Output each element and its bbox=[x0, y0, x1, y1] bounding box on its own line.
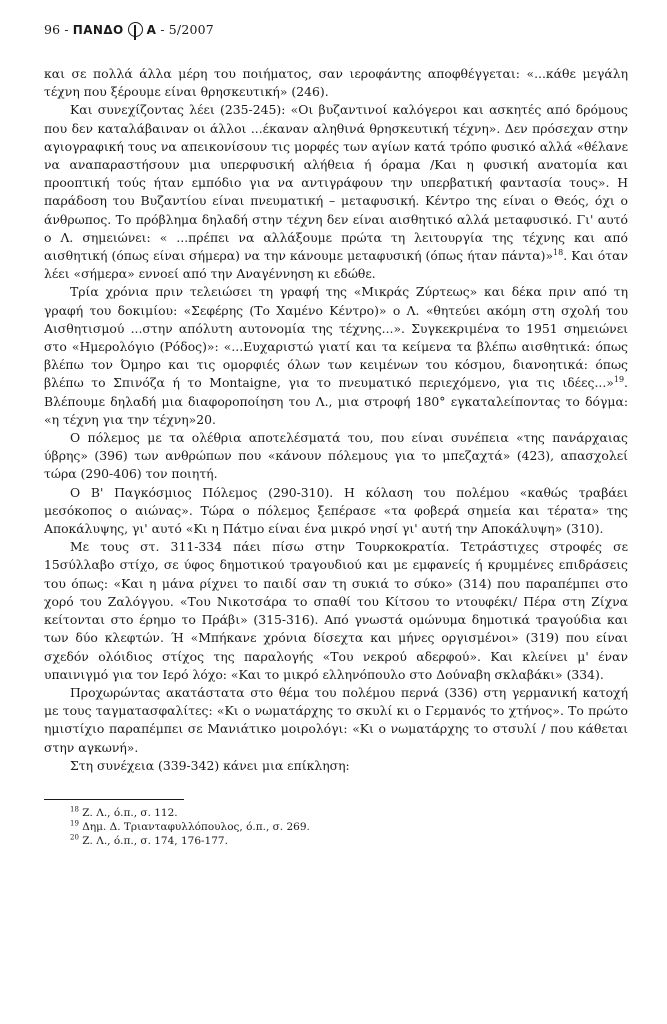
running-header: 96 - ΠΑΝΔΟ Α - 5/2007 bbox=[44, 22, 214, 37]
footnote: $^{19}$ Δημ. Δ. Τριανταφυλλόπουλος, ό.π., σ. 269. bbox=[70, 819, 310, 833]
paragraph: και σε πολλά άλλα μέρη του ποιήματος, σαν ιεροφάντης αποφθέγγεται: «...κάθε μεγάλη τέχνη που ξέρουμε είναι θρησκευτική» (246). bbox=[44, 66, 628, 100]
footnote-ref: 19 bbox=[613, 375, 625, 385]
issue-number: 5/2007 bbox=[168, 22, 214, 37]
magazine-title-start: ΠΑΝΔΟ bbox=[72, 22, 124, 37]
paragraph: Ο Β' Παγκόσμιος Πόλεμος (290-310). Η κόλαση του πολέμου «καθώς τραβάει μεσόκοπος ο αιώνας». Τώρα ο πόλεμος ξεπέρασε «τα φοβερά σημεία και τέρατα» της Αποκάλυψης, γι' αυτό «Κι η Πάτμο είναι ένα μικρό νησί γι' αυτή την Αποκάλυψη» (310). bbox=[44, 484, 628, 537]
paragraph: Και συνεχίζοντας λέει (235-245): «Οι βυζαντινοί καλόγεροι και ασκητές από δρόμους που δεν καταλάβαιναν οι άλλοι ...έκαναν αληθινά θρησκευτική τέχνη». Δεν πρόσεχαν στην αγιογραφική τους να απεικονίσουν τις μορφές των αγίων κατά τρόπο φυσικό αλλά «θέλανε να αναπαραστήσουν μια υπερφυσική αλήθεια ή όραμα /Και η φυσική ανατομία και προοπτική τούς ήταν εμπόδιο για να αντιγράφουν την υπερβατική φαντασία τους». Η παράδοση του Βυζαντίου είναι πνευματική – μεταφυσική. Κέντρο της είναι ο Θεός, όχι ο άνθρωπος. Το πρόβλημα δηλαδή στην τέχνη δεν είναι αισθητικό αλλά μεταφυσικό. Γι' αυτό ο Λ. σημειώνει: « ...πρέπει να αλλάξουμε πρώτα τη λειτουργία της τέχνης και από αισθητική (όπως είναι σήμερα) να την κάνουμε μεταφυσική (όπως ήταν πάντα)»$^{18}$. Και όταν λέει «σήμερα» εννοεί από την Αναγέννηση κι εδώθε. bbox=[44, 102, 629, 282]
paragraph: Με τους στ. 311-334 πάει πίσω στην Τουρκοκρατία. Τετράστιχες στροφές σε 15σύλλαβο στίχο, σε ύφος δημοτικού τραγουδιού και με εμφανείς ή κρυμμένες επιδράσεις του όπως: «Και η μάνα ρίχνει το παιδί σαν τη συκιά το σύκο» (314) που παραπέμπει στο χορό του Ζαλόγγου. «Του Νικοτσάρα το σπαθί του Κίτσου το ντουφέκι/ Πέρα στη Ζίχνα κείτονται στο έρημο το Πράβι» (315-316). Από γνωστά ομώνυμα δημοτικά τραγούδια και των δύο κλεφτών. Ή «Μπήκανε χρόνια δίσεχτα και μήνες οργισμένοι» (319) που είναι σχεδόν ολόιδιος στίχος της παραλογής «Του νεκρού αδερφού». Και κλείνει μ' έναν υπαινιγμό για τον Ιερό λόχο: «Και το μικρό ελληνόπουλο στο Δούναβη σκλαβάκι» (334). bbox=[44, 539, 628, 682]
paragraph: Τρία χρόνια πριν τελειώσει τη γραφή της «Μικράς Ζύρτεως» και δέκα πριν από τη γραφή του δοκιμίου: «Σεφέρης (Το Χαμένο Κέντρο)» ο Λ. «θητεύει ακόμη στη σχολή του Αισθητισμού ...στην απόλυτη αυτονομία της τέχνης...». Συγκεκριμένα το 1951 σημειώνει στο «Ημερολόγιο (Ρόδος)»: «...Ευχαριστώ γιατί και τα κείμενα τα βλέπω αισθητικά: όπως βλέπω τον Όμηρο και τις ομορφιές όλων των κειμένων του κόσμου, διανοητικά: όπως βλέπω το Σπινόζα ή το Montaigne, για το πνευματικό περιεχόμενο, για τις ιδέες...»$^{19}$. Βλέπουμε δηλαδή μια διαφοροποίηση του Λ., μια στροφή 180° εγκαταλείποντας το δόγμα: «η τέχνη για την τέχνη»20. bbox=[44, 284, 628, 427]
paragraph: Ο πόλεμος με τα ολέθρια αποτελέσματά του, που είναι συνέπεια «της πανάρχαιας ύβρης» (396) των ανθρώπων που «κάνουν πόλεμους για το μπεζαχτά» (423), απασχολεί τώρα (290-406) τον ποιητή. bbox=[44, 430, 628, 482]
footnote: $^{20}$ Ζ. Λ., ό.π., σ. 174, 176-177. bbox=[70, 833, 228, 847]
magazine-title-end: Α bbox=[146, 22, 157, 37]
pandora-logo-icon bbox=[128, 22, 143, 37]
paragraph: Προχωρώντας ακατάστατα στο θέμα του πολέμου περνά (336) στη γερμανική κατοχή με τους ταγματασφαλίτες: «Κι ο νωματάρχης το σκυλί κι ο Γερμανός το χτήνος». Το πρώτο ημιστίχιο παραπέμπει σε Μανιάτικο μοιρολόγι: «Κι ο νωματάρχης το στσυλί / που κάθεται στην αγκωνή». bbox=[44, 684, 628, 755]
footnote: $^{18}$ Ζ. Λ., ό.π., σ. 112. bbox=[70, 805, 178, 819]
footnote-ref: 18 bbox=[553, 247, 564, 257]
footnotes bbox=[44, 799, 310, 848]
body-text bbox=[44, 65, 628, 775]
document-page bbox=[44, 22, 628, 848]
paragraph: Στη συνέχεια (339-342) κάνει μια επίκληση: bbox=[70, 757, 350, 773]
page-number: 96 bbox=[44, 22, 61, 37]
